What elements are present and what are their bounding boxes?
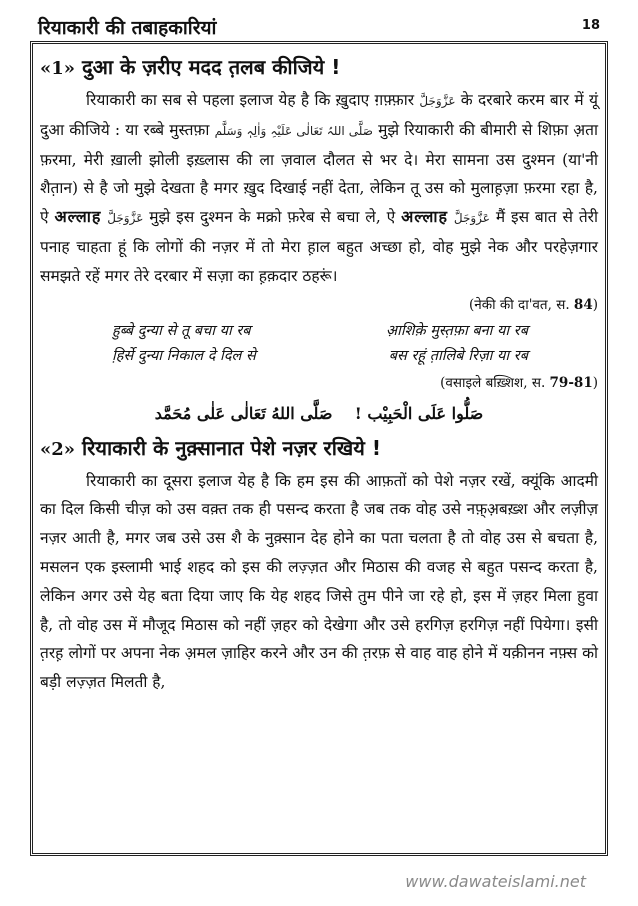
poem-reference — [40, 371, 598, 395]
book-title: रियाकारी की तबाहकारियां — [38, 17, 217, 39]
section-1-number: «1» — [40, 58, 76, 79]
reference-text: (वसाइले बख़्शिश, स. — [440, 374, 550, 391]
para-text: मुझे इस दुश्मन के मक्रो फ़रेब से बचा ले, ऐ — [149, 208, 396, 227]
section-1-heading — [40, 50, 598, 86]
reference-text: (नेकी की दा'वत, स. — [468, 296, 574, 313]
poem-verse: आ़शिक़े मुस्त़फ़ा बना या रब — [386, 322, 528, 339]
page-number: 18 — [581, 18, 600, 33]
reference-close: ) — [592, 374, 598, 391]
section-1-paragraph — [40, 86, 598, 291]
arabic-honorific: عَزَّوَجَلَّ — [453, 211, 490, 226]
para-text: रियाकारी का दूसरा इलाज येह है कि हम इस की आफ़तों को पेशे नज़र रखें, क्यूंकि आदमी का दिल किसी चीज़ को उस वक़्त तक ही पसन्द करता है जब तक वोह उसे नफ़्अ़बख़्श और लज़ीज़ नज़र आती है, मगर जब उसे उस शै के नुक़्सान देह होने का पता चलता है तो वोह उस से बचता है, मसलन एक इस्लामी भाई शहद को इस की लज़्ज़त और मिठास की वजह से बहुत पसन्द करता है, लेकिन अगर उसे येह बता दिया जाए कि येह शहद जिसे तुम पीने जा रहे हो, इस में ज़हर मिला हुवा है, तो वोह उस में मौजूद मिठास को नहीं ज़हर को देखेगा और उसे हरगिज़ हरगिज़ नहीं पियेगा। इसी त़रह़ लोगों पर अपना नेक अ़मल ज़ाहिर करने और उन की त़रफ़ से वाह वाह होने में यक़ीनन नफ़्स को बड़ी लज़्ज़त मिलती है, — [40, 471, 598, 692]
poem-verse: बस रहूं त़ालिबे रिज़ा या रब — [388, 347, 528, 364]
salat-response: صَلَّى اللهُ تَعَالٰى عَلٰى مُحَمَّد — [154, 403, 333, 423]
section-1-title: दुआ के ज़रीए मदद त़लब कीजिये ! — [82, 55, 341, 79]
poem-verse: हि़र्से दुन्या निकाल दे दिल से — [112, 347, 256, 364]
website-url: www.dawateislami.net — [405, 872, 586, 891]
page-header — [30, 12, 608, 42]
section-2-number: «2» — [40, 438, 76, 460]
arabic-honorific: عَزَّوَجَلَّ — [419, 94, 456, 108]
para-text: मुझे रियाकारी की बीमारी से शिफ़ा अ़ता फ़रमा, मेरी ख़ाली झोली इख़्लास की ला ज़वाल दौलत से भर दे। मेरा सामना उस दुश्मन (या'नी शैत़ान) से है जो मुझे देखता है मगर ख़ुद दिखाई नहीं देता, लेकिन तू उस को मुलाह़ज़ा फ़रमा रहा है, ऐ — [40, 120, 598, 227]
section-2-title: रियाकारी के नुक़्सानात पेशे नज़र रखिये ! — [82, 435, 381, 460]
salat-line — [40, 397, 598, 431]
para-text: के दरबारे करम बार में यूं दुआ कीजिये : या रब्बे मुस्तफ़ा — [40, 91, 598, 139]
para-text: मैं इस बात से तेरी पनाह चाहता हूं कि लोगों की नज़र में तो मेरा ह़ाल बहुत अच्छा हो, वोह मुझे नेक और परहेज़गार समझते रहें मगर तेरे दरबार में सज़ा का ह़क़दार ठहरूं। — [40, 208, 599, 285]
arabic-salutation: صَلَّی اللہُ تَعَالٰی عَلَیْہِ وَاٰلِہٖ وَسَلَّم — [214, 123, 373, 138]
para-text: रियाकारी का सब से पहला इलाज येह है कि ख़ुदाए ग़फ़्फ़ार — [86, 91, 415, 109]
reference-close: ) — [592, 296, 598, 313]
section-1-reference — [40, 293, 598, 317]
section-2-paragraph — [40, 467, 598, 697]
poem-line-1 — [40, 319, 598, 344]
poem-line-2 — [40, 344, 598, 369]
page-content — [40, 50, 598, 697]
poem-verse: हुब्बे दुन्या से तू बचा या रब — [112, 322, 251, 339]
arabic-honorific: عَزَّوَجَلَّ — [107, 211, 144, 226]
section-2-heading — [40, 431, 598, 467]
divine-name: अल्लाह — [54, 207, 102, 227]
salat-call: صَلُّوا عَلَى الْحَبِيْب ! — [354, 403, 484, 423]
reference-page: 84 — [573, 296, 593, 313]
divine-name: अल्लाह — [401, 207, 448, 227]
reference-page: 79-81 — [549, 374, 593, 391]
